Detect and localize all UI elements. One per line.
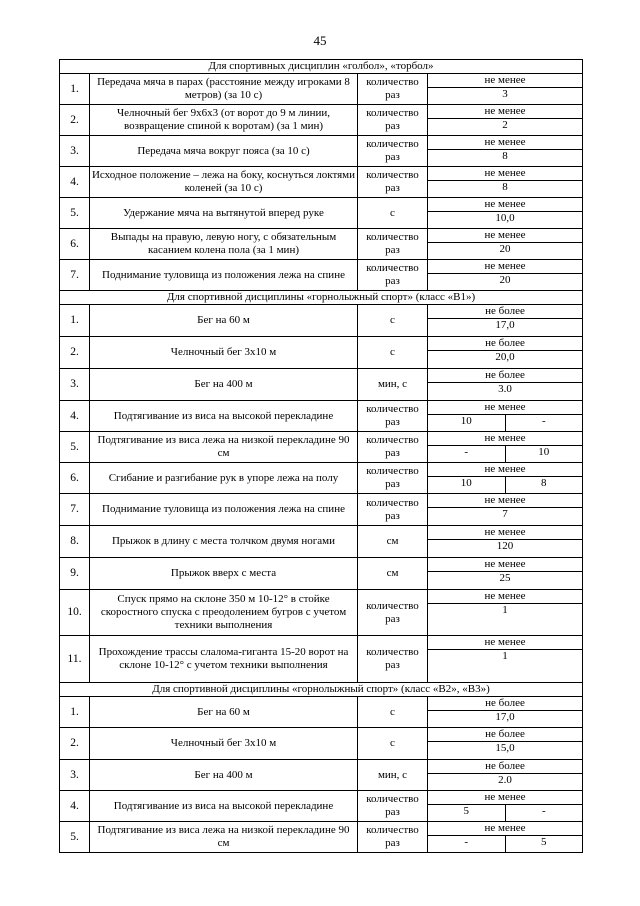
unit: количество раз	[358, 463, 428, 494]
standard-value: 7	[502, 508, 508, 520]
standard-values	[428, 572, 582, 589]
standard-values	[428, 274, 582, 290]
exercise-name: Поднимание туловища из положения лежа на спине	[90, 494, 358, 526]
table-row	[60, 198, 583, 229]
table-row	[60, 369, 583, 401]
exercise-name: Прыжок вверх с места	[90, 558, 358, 590]
table-row	[60, 229, 583, 260]
exercise-name: Прыжок в длину с места толчком двумя ногами	[90, 526, 358, 558]
standard-cell	[428, 636, 583, 683]
standard-cell	[428, 229, 583, 260]
standard-cell	[428, 463, 583, 494]
standard-cell	[428, 760, 583, 791]
standard-rule: не менее	[428, 636, 582, 650]
row-number: 7.	[60, 494, 90, 526]
row-number: 2.	[60, 728, 90, 760]
standard-cell	[428, 337, 583, 369]
standard-values	[428, 711, 582, 727]
standard-rule: не более	[428, 760, 582, 774]
standard-rule: не менее	[428, 822, 582, 836]
unit: количество раз	[358, 494, 428, 526]
exercise-name: Сгибание и разгибание рук в упоре лежа на полу	[90, 463, 358, 494]
unit: количество раз	[358, 260, 428, 291]
standard-rule: не менее	[428, 260, 582, 274]
standard-value: 1	[502, 604, 508, 616]
unit: мин, с	[358, 760, 428, 791]
table-row	[60, 337, 583, 369]
exercise-name: Подтягивание из виса лежа на низкой перекладине 90 см	[90, 822, 358, 853]
unit: с	[358, 728, 428, 760]
exercise-name: Челночный бег 3х10 м	[90, 728, 358, 760]
standard-values	[428, 446, 582, 462]
standard-cell	[428, 432, 583, 463]
standard-values	[428, 383, 582, 400]
table-row	[60, 494, 583, 526]
standard-value: 20,0	[495, 351, 515, 363]
exercise-name: Подтягивание из виса на высокой перекладине	[90, 791, 358, 822]
unit: с	[358, 305, 428, 337]
row-number: 7.	[60, 260, 90, 291]
standard-cell	[428, 697, 583, 728]
unit: количество раз	[358, 590, 428, 636]
row-number: 5.	[60, 822, 90, 853]
row-number: 2.	[60, 105, 90, 136]
row-number: 11.	[60, 636, 90, 683]
exercise-name: Выпады на правую, левую ногу, с обязательным касанием колена пола (за 1 мин)	[90, 229, 358, 260]
standard-values	[428, 508, 582, 525]
row-number: 9.	[60, 558, 90, 590]
standard-values	[428, 650, 582, 682]
exercise-name: Бег на 60 м	[90, 305, 358, 337]
standard-value: -	[464, 836, 469, 848]
exercise-name: Передача мяча вокруг пояса (за 10 с)	[90, 136, 358, 167]
standard-cell	[428, 791, 583, 822]
row-number: 3.	[60, 136, 90, 167]
standard-rule: не менее	[428, 136, 582, 150]
standard-values	[428, 351, 582, 368]
standard-rule: не менее	[428, 198, 582, 212]
page-number: 45	[313, 33, 327, 48]
standard-values	[428, 415, 582, 431]
standards-table	[59, 59, 583, 853]
row-number: 6.	[60, 229, 90, 260]
table-row	[60, 463, 583, 494]
unit: количество раз	[358, 229, 428, 260]
standard-values	[428, 212, 582, 228]
row-number: 4.	[60, 167, 90, 198]
standard-rule: не менее	[428, 229, 582, 243]
standard-rule: не более	[428, 728, 582, 742]
section-row	[60, 291, 583, 305]
section-row	[60, 683, 583, 697]
exercise-name: Челночный бег 9х6х3 (от ворот до 9 м линии, возвращение спиной к воротам) (за 1 мин)	[90, 105, 358, 136]
standard-value: 20	[499, 243, 511, 255]
standard-rule: не менее	[428, 432, 582, 446]
exercise-name: Удержание мяча на вытянутой вперед руке	[90, 198, 358, 229]
table-row	[60, 136, 583, 167]
table-row	[60, 432, 583, 463]
table-row	[60, 401, 583, 432]
standard-rule: не менее	[428, 167, 582, 181]
unit: количество раз	[358, 636, 428, 683]
table-row	[60, 105, 583, 136]
standard-rule: не более	[428, 337, 582, 351]
standard-rule: не более	[428, 305, 582, 319]
standard-cell	[428, 590, 583, 636]
standard-value: 10	[460, 477, 472, 489]
standard-value: 10	[505, 446, 583, 462]
standard-value: 15,0	[495, 742, 515, 754]
standard-value: 5	[505, 836, 583, 852]
unit: мин, с	[358, 369, 428, 401]
exercise-name: Подтягивание из виса лежа на низкой перекладине 90 см	[90, 432, 358, 463]
table-row	[60, 260, 583, 291]
standard-value: 8	[502, 150, 508, 162]
unit: количество раз	[358, 401, 428, 432]
standard-value: 120	[496, 540, 514, 552]
standard-value: 20	[499, 274, 511, 286]
standard-cell	[428, 369, 583, 401]
standard-value: 10,0	[495, 212, 515, 224]
row-number: 1.	[60, 305, 90, 337]
standard-rule: не более	[428, 369, 582, 383]
standard-values	[428, 243, 582, 259]
row-number: 2.	[60, 337, 90, 369]
standard-value: -	[464, 446, 469, 458]
exercise-name: Бег на 400 м	[90, 760, 358, 791]
standard-cell	[428, 167, 583, 198]
standard-cell	[428, 526, 583, 558]
standard-cell	[428, 198, 583, 229]
unit: см	[358, 526, 428, 558]
standard-value: -	[505, 415, 583, 431]
row-number: 10.	[60, 590, 90, 636]
standard-value: 2	[502, 119, 508, 131]
standard-cell	[428, 401, 583, 432]
unit: количество раз	[358, 822, 428, 853]
standard-values	[428, 742, 582, 759]
standard-cell	[428, 74, 583, 105]
standard-cell	[428, 105, 583, 136]
standard-values	[428, 774, 582, 790]
standard-value: 8	[502, 181, 508, 193]
table-row	[60, 636, 583, 683]
section-title: Для спортивной дисциплины «горнолыжный спорт» (класс «B1»)	[60, 291, 583, 305]
standard-values	[428, 150, 582, 166]
standard-value: 3.0	[498, 383, 512, 395]
standard-values	[428, 477, 582, 493]
standard-values	[428, 540, 582, 557]
standard-rule: не более	[428, 697, 582, 711]
standard-value: 10	[460, 415, 472, 427]
unit: количество раз	[358, 432, 428, 463]
table-row	[60, 822, 583, 853]
standard-rule: не менее	[428, 526, 582, 540]
unit: количество раз	[358, 105, 428, 136]
table-row	[60, 558, 583, 590]
standard-cell	[428, 558, 583, 590]
standard-rule: не менее	[428, 791, 582, 805]
standard-values	[428, 319, 582, 336]
standard-value: 17,0	[495, 319, 515, 331]
row-number: 4.	[60, 401, 90, 432]
table-row	[60, 697, 583, 728]
row-number: 5.	[60, 198, 90, 229]
standard-cell	[428, 136, 583, 167]
unit: количество раз	[358, 167, 428, 198]
row-number: 5.	[60, 432, 90, 463]
row-number: 8.	[60, 526, 90, 558]
exercise-name: Поднимание туловища из положения лежа на спине	[90, 260, 358, 291]
unit: количество раз	[358, 74, 428, 105]
standard-value: 5	[463, 805, 469, 817]
table-row	[60, 760, 583, 791]
standard-value: 1	[502, 650, 508, 662]
standard-values	[428, 604, 582, 635]
exercise-name: Прохождение трассы слалома-гиганта 15-20 ворот на склоне 10-12° с учетом техники выполнения	[90, 636, 358, 683]
standard-values	[428, 836, 582, 852]
unit: см	[358, 558, 428, 590]
standard-value: -	[505, 805, 583, 821]
exercise-name: Спуск прямо на склоне 350 м 10-12° в стойке скоростного спуска с преодолением бугров с учетом техники выполнения	[90, 590, 358, 636]
table-row	[60, 590, 583, 636]
row-number: 4.	[60, 791, 90, 822]
standard-value: 3	[502, 88, 508, 100]
standard-rule: не менее	[428, 558, 582, 572]
exercise-name: Передача мяча в парах (расстояние между игроками 8 метров) (за 10 с)	[90, 74, 358, 105]
exercise-name: Бег на 60 м	[90, 697, 358, 728]
standard-values	[428, 805, 582, 821]
standard-value: 2.0	[498, 774, 512, 786]
row-number: 3.	[60, 760, 90, 791]
row-number: 1.	[60, 74, 90, 105]
standard-rule: не менее	[428, 401, 582, 415]
unit: с	[358, 198, 428, 229]
section-title: Для спортивных дисциплин «голбол», «торбол»	[60, 60, 583, 74]
standard-values	[428, 119, 582, 135]
exercise-name: Челночный бег 3х10 м	[90, 337, 358, 369]
standard-rule: не менее	[428, 590, 582, 604]
standard-cell	[428, 728, 583, 760]
table-row	[60, 74, 583, 105]
standard-values	[428, 181, 582, 197]
table-row	[60, 526, 583, 558]
standard-cell	[428, 822, 583, 853]
standard-cell	[428, 260, 583, 291]
standard-rule: не менее	[428, 494, 582, 508]
standard-value: 17,0	[495, 711, 515, 723]
row-number: 3.	[60, 369, 90, 401]
row-number: 6.	[60, 463, 90, 494]
row-number: 1.	[60, 697, 90, 728]
section-title: Для спортивной дисциплины «горнолыжный спорт» (класс «B2», «B3»)	[60, 683, 583, 697]
section-row	[60, 60, 583, 74]
unit: с	[358, 697, 428, 728]
table-row	[60, 167, 583, 198]
standard-cell	[428, 494, 583, 526]
standard-cell	[428, 305, 583, 337]
standard-rule: не менее	[428, 105, 582, 119]
standard-values	[428, 88, 582, 104]
standard-value: 25	[499, 572, 511, 584]
exercise-name: Подтягивание из виса на высокой перекладине	[90, 401, 358, 432]
standard-value: 8	[505, 477, 583, 493]
standard-rule: не менее	[428, 463, 582, 477]
table-row	[60, 728, 583, 760]
unit: количество раз	[358, 136, 428, 167]
standard-rule: не менее	[428, 74, 582, 88]
exercise-name: Бег на 400 м	[90, 369, 358, 401]
unit: с	[358, 337, 428, 369]
table-row	[60, 791, 583, 822]
exercise-name: Исходное положение – лежа на боку, коснуться локтями коленей (за 10 с)	[90, 167, 358, 198]
unit: количество раз	[358, 791, 428, 822]
table-row	[60, 305, 583, 337]
